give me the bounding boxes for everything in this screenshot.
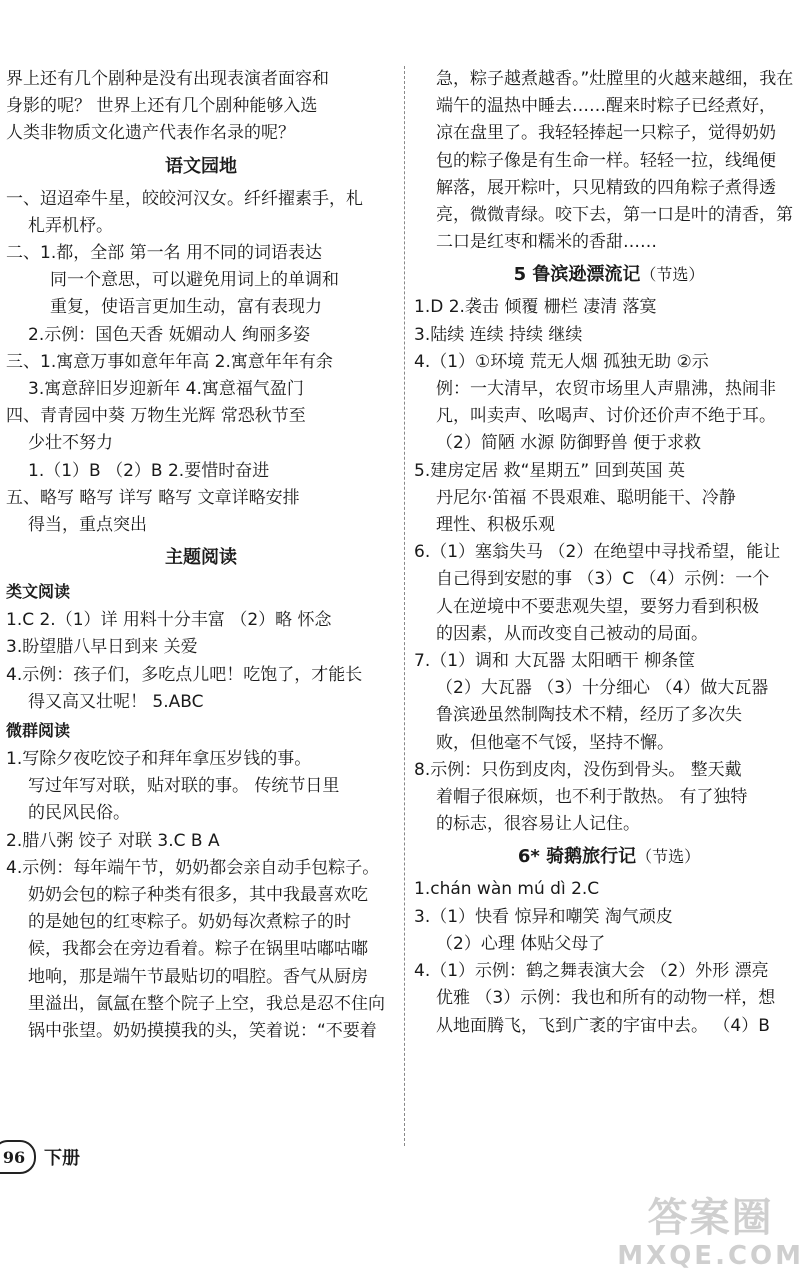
answer-line: 凉在盘里了。我轻轻捧起一只粽子，觉得奶奶 (436, 123, 776, 144)
answer-line: 4.（1）示例：鹤之舞表演大会 （2）外形 漂亮 (414, 961, 769, 982)
answer-line: 1.D 2.袭击 倾覆 栅栏 凄清 落寞 (414, 297, 657, 318)
answer-line: 得当，重点突出 (28, 515, 147, 536)
answer-line: 4.示例：孩子们，多吃点儿吧！吃饱了，才能长 (6, 664, 363, 685)
answer-line: 的民风民俗。 (28, 803, 130, 824)
answer-line: 一、迢迢牵牛星，皎皎河汉女。纤纤擢素手，札 (6, 188, 363, 209)
page-footer (0, 1140, 80, 1174)
answer-line: 二口是红枣和糯米的香甜…… (436, 232, 657, 253)
right-column (414, 66, 804, 1040)
volume-label: 下册 (44, 1148, 80, 1169)
answer-line: 1.chán wàn mú dì 2.C (414, 879, 600, 900)
answer-line: （2）心理 体贴父母了 (436, 933, 606, 954)
answer-line: 地响，那是端午节最贴切的唱腔。香气从厨房 (28, 966, 368, 987)
answer-line: 里溢出，氤氲在整个院子上空，我总是忍不住向 (28, 993, 385, 1014)
answer-line: 奶奶会包的粽子种类有很多，其中我最喜欢吃 (28, 885, 368, 906)
answer-line: （2）大瓦器 （3）十分细心 （4）做大瓦器 (436, 678, 769, 699)
answer-line: 3.盼望腊八早日到来 关爱 (6, 637, 198, 658)
answer-line: 优雅 （3）示例：我也和所有的动物一样，想 (436, 988, 776, 1009)
answer-line: 3.寓意辞旧岁迎新年 4.寓意福气盈门 (28, 379, 304, 400)
intro-line: 界上还有几个剧种是没有出现表演者面容和 (6, 69, 329, 89)
answer-line: 急，粽子越煮越香。”灶膛里的火越来越细，我在 (436, 69, 794, 89)
answer-line: 2.腊八粥 饺子 对联 3.C B A (6, 830, 220, 851)
answer-line: 得又高又壮呢！ 5.ABC (28, 691, 204, 712)
answer-line: 的标志，很容易让人记住。 (436, 814, 640, 835)
answer-line: 人在逆境中不要悲观失望，要努力看到积极 (436, 596, 759, 617)
answer-line: 1.写除夕夜吃饺子和拜年拿压岁钱的事。 (6, 749, 312, 770)
column-divider (404, 66, 405, 1146)
answer-line: 札弄机杼。 (28, 215, 113, 236)
subsection-title-weiqun: 微群阅读 (6, 721, 71, 741)
section-title-lesson5 (414, 256, 804, 294)
answer-line: 例：一大清早，农贸市场里人声鼎沸，热闹非 (436, 379, 776, 400)
answer-line: 候，我都会在旁边看着。粽子在锅里咕嘟咕嘟 (28, 939, 368, 960)
page-number: 96 (0, 1140, 36, 1174)
answer-line: 五、略写 略写 详写 略写 文章详略安排 (6, 487, 300, 508)
answer-line: （2）简陋 水源 防御野兽 便于求救 (436, 433, 702, 454)
answer-line: 理性、积极乐观 (436, 515, 555, 536)
section-title-zhuti: 主题阅读 (165, 547, 237, 569)
answer-line: 亮，微微青绿。咬下去，第一口是叶的清香，第 (436, 205, 793, 226)
answer-line: 着帽子很麻烦，也不利于散热。 有了独特 (436, 787, 748, 808)
answer-line: 解落，展开粽叶，只见精致的四角粽子煮得透 (436, 177, 776, 198)
answer-line: 写过年写对联，贴对联的事。 传统节日里 (28, 776, 340, 797)
answer-line: 4.示例：每年端午节，奶奶都会亲自动手包粽子。 (6, 857, 380, 878)
answer-line: 4.（1）①环境 荒无人烟 孤独无助 ②示 (414, 351, 709, 372)
answer-line: 四、青青园中葵 万物生光辉 常恐秋节至 (6, 406, 306, 427)
watermark-url: MXQE.COM (617, 1241, 804, 1271)
lesson5-note: （节选） (640, 265, 705, 285)
left-column (6, 66, 396, 1045)
answer-line: 三、1.寓意万事如意年年高 2.寓意年年有余 (6, 351, 333, 372)
answer-line: 从地面腾飞，飞到广袤的宇宙中去。 （4）B (436, 1015, 770, 1036)
answer-line: 败，但他毫不气馁，坚持不懈。 (436, 732, 674, 753)
answer-line: 1.C 2.（1）详 用料十分丰富 （2）略 怀念 (6, 610, 332, 631)
answer-line: 包的粽子像是有生命一样。轻轻一拉，线绳便 (436, 150, 776, 171)
section-title-lesson6 (414, 838, 804, 876)
answer-line: 的因素，从而改变自己被动的局面。 (436, 623, 708, 644)
watermark-logo (617, 1195, 804, 1271)
answer-line: 鲁滨逊虽然制陶技术不精，经历了多次失 (436, 705, 742, 726)
answer-line: 丹尼尔·笛福 不畏艰难、聪明能干、冷静 (436, 487, 736, 508)
answer-line: 同一个意思，可以避免用词上的单调和 (50, 270, 339, 291)
answer-line: 重复，使语言更加生动，富有表现力 (50, 297, 322, 318)
watermark-text: 答案圈 (647, 1195, 774, 1241)
lesson5-title: 5 鲁滨逊漂流记 (513, 264, 641, 286)
answer-line: 少壮不努力 (28, 433, 113, 454)
answer-line: 的是她包的红枣粽子。奶奶每次煮粽子的时 (28, 912, 351, 933)
lesson6-note: （节选） (636, 847, 701, 867)
answer-line: 1.（1）B （2）B 2.要惜时奋进 (28, 460, 270, 481)
answer-line: 锅中张望。奶奶摸摸我的头，笑着说：“不要着 (28, 1021, 377, 1042)
answer-line: 二、1.都，全部 第一名 用不同的词语表达 (6, 243, 323, 264)
answer-line: 端午的温热中睡去……醒来时粽子已经煮好， (436, 96, 776, 117)
answer-line: 8.示例：只伤到皮肉，没伤到骨头。 整天戴 (414, 759, 742, 780)
answer-line: 5.建房定居 救“星期五” 回到英国 英 (414, 460, 686, 481)
lesson6-title: 6* 骑鹅旅行记 (517, 846, 637, 868)
answer-line: 2.示例：国色天香 妩媚动人 绚丽多姿 (28, 324, 311, 345)
answer-line: 7.（1）调和 大瓦器 太阳晒干 柳条筐 (414, 651, 696, 672)
answer-line: 凡，叫卖声、吆喝声、讨价还价声不绝于耳。 (436, 406, 776, 427)
intro-line: 人类非物质文化遗产代表作名录的呢？ (6, 123, 295, 144)
answer-line: 6.（1）塞翁失马 （2）在绝望中寻找希望，能让 (414, 542, 781, 563)
intro-line: 身影的呢？ 世界上还有几个剧种能够入选 (6, 96, 318, 117)
answer-line: 3.陆续 连续 持续 继续 (414, 324, 583, 345)
answer-line: 自己得到安慰的事 （3）C （4）示例：一个 (436, 569, 770, 590)
subsection-title-leiwen: 类文阅读 (6, 582, 71, 602)
answer-line: 3.（1）快看 惊异和嘲笑 淘气顽皮 (414, 906, 673, 927)
section-title-yuwen: 语文园地 (165, 155, 237, 177)
